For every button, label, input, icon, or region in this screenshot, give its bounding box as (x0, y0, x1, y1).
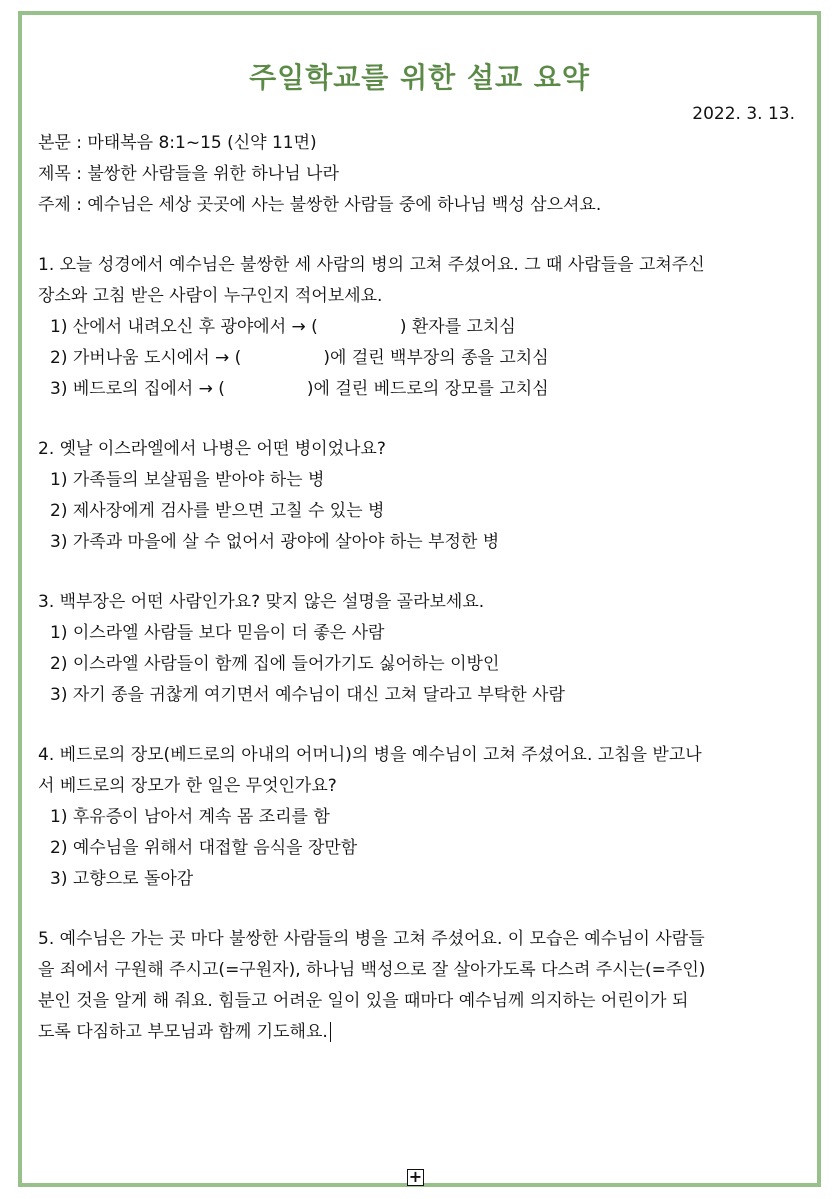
paragraph-line[interactable]: 도록 다짐하고 부모님과 함께 기도해요. (38, 1017, 808, 1048)
answer-option: 2) 이스라엘 사람들이 함께 집에 들어가기도 싫어하는 이방인 (50, 654, 500, 674)
question-2 (38, 434, 808, 558)
answer-option: 1) 이스라엘 사람들 보다 믿음이 더 좋은 사람 (50, 623, 385, 643)
question-text: 3. 백부장은 어떤 사람인가요? 맞지 않은 설명을 골라보세요. (38, 592, 485, 612)
question-1 (38, 250, 808, 405)
answer-option: 1) 가족들의 보살핌을 받아야 하는 병 (50, 470, 325, 490)
answer-option: 1) 후유증이 남아서 계속 몸 조리를 함 (50, 807, 330, 827)
title-line: 제목 : 불쌍한 사람들을 위한 하나님 나라 (38, 164, 339, 184)
question-text: 서 베드로의 장모가 한 일은 무엇인가요? (38, 776, 337, 796)
answer-option: 2) 예수님을 위해서 대접할 음식을 장만함 (50, 838, 358, 858)
question-text: 4. 베드로의 장모(베드로의 아내의 어머니)의 병을 예수님이 고쳐 주셨어요. 고침을 받고나 (38, 745, 702, 765)
question-4 (38, 740, 808, 895)
date: 2022. 3. 13. (692, 104, 795, 124)
text-cursor (330, 1022, 331, 1042)
question-3 (38, 587, 808, 711)
paragraph-line: 분인 것을 알게 해 줘요. 힘들고 어려운 일이 있을 때마다 예수님께 의지하는 어린이가 되 (38, 991, 689, 1011)
document-body (38, 128, 808, 1048)
paragraph-line: 5. 예수님은 가는 곳 마다 불쌍한 사람들의 병을 고쳐 주셨어요. 이 모습은 예수님이 사람들 (38, 929, 705, 949)
answer-option: 2) 가버나움 도시에서 → ( )에 걸린 백부장의 종을 고치심 (50, 348, 549, 368)
answer-option: 3) 자기 종을 귀찮게 여기면서 예수님이 대신 고쳐 달라고 부탁한 사람 (50, 685, 565, 705)
scripture-line: 본문 : 마태복음 8:1~15 (신약 11면) (38, 133, 317, 153)
question-5 (38, 924, 808, 1048)
answer-option: 3) 가족과 마을에 살 수 없어서 광야에 살아야 하는 부정한 병 (50, 532, 500, 552)
table-move-handle-icon[interactable]: + (408, 1167, 423, 1186)
answer-option: 3) 고향으로 돌아감 (50, 869, 194, 889)
theme-line: 주제 : 예수님은 세상 곳곳에 사는 불쌍한 사람들 중에 하나님 백성 삼으셔요. (38, 195, 602, 215)
question-text: 장소와 고침 받은 사람이 누구인지 적어보세요. (38, 286, 383, 306)
question-text: 1. 오늘 성경에서 예수님은 불쌍한 세 사람의 병의 고쳐 주셨어요. 그 때 사람들을 고쳐주신 (38, 255, 705, 275)
answer-option: 1) 산에서 내려오신 후 광야에서 → ( ) 환자를 고치심 (50, 317, 516, 337)
answer-option: 3) 베드로의 집에서 → ( )에 걸린 베드로의 장모를 고치심 (50, 379, 549, 399)
question-text: 2. 옛날 이스라엘에서 나병은 어떤 병이었나요? (38, 439, 386, 459)
answer-option: 2) 제사장에게 검사를 받으면 고칠 수 있는 병 (50, 501, 385, 521)
paragraph-line: 을 죄에서 구원해 주시고(=구원자), 하나님 백성으로 잘 살아가도록 다스려 주시는(=주인) (38, 960, 706, 980)
page-title: 주일학교를 위한 설교 요약 (249, 61, 590, 94)
